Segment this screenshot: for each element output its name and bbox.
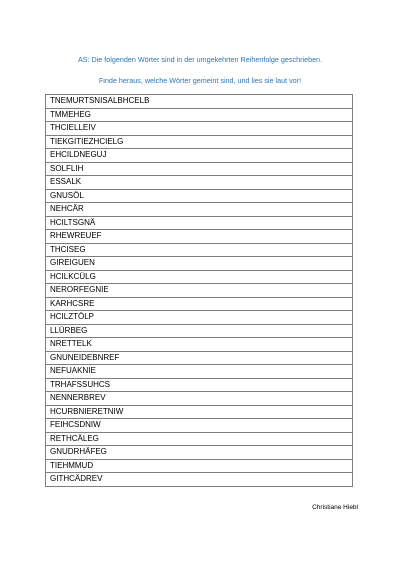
reversed-word-cell: SOLFLIH [46, 162, 353, 176]
table-row [46, 324, 353, 338]
table-row [46, 270, 353, 284]
reversed-word-cell: HCILZTÖLP [46, 311, 353, 325]
table-row [46, 135, 353, 149]
reversed-word-cell: NEFUAKNIE [46, 365, 353, 379]
table-row [46, 284, 353, 298]
reversed-word-cell: HCURBNIERETNIW [46, 405, 353, 419]
reversed-word-cell: NENNERBREV [46, 392, 353, 406]
table-row [46, 216, 353, 230]
reversed-word-cell: LLÜRBEG [46, 324, 353, 338]
table-row [46, 419, 353, 433]
table-row [46, 162, 353, 176]
reversed-word-cell: THCIELLEIV [46, 122, 353, 136]
table-row [46, 392, 353, 406]
table-row [46, 149, 353, 163]
table-row [46, 351, 353, 365]
reversed-word-cell: GNUNEIDEBNREF [46, 351, 353, 365]
table-row [46, 297, 353, 311]
author-credit: Christiane Hiebl [312, 504, 358, 511]
reversed-words-table [45, 94, 353, 487]
table-row [46, 243, 353, 257]
table-row [46, 446, 353, 460]
reversed-word-cell: TIEHMMUD [46, 459, 353, 473]
reversed-word-cell: EHCILDNEGUJ [46, 149, 353, 163]
reversed-word-cell: THCISEG [46, 243, 353, 257]
reversed-word-cell: RHEWREUEF [46, 230, 353, 244]
table-row [46, 122, 353, 136]
table-row [46, 338, 353, 352]
table-row [46, 203, 353, 217]
table-row [46, 459, 353, 473]
reversed-word-cell: NEHCÄR [46, 203, 353, 217]
reversed-word-cell: ESSALK [46, 176, 353, 190]
table-row [46, 230, 353, 244]
instruction-line-2: Finde heraus, welche Wörter gemeint sind, und lies sie laut vor! [98, 76, 302, 85]
table-row [46, 176, 353, 190]
table-row [46, 473, 353, 487]
table-row [46, 311, 353, 325]
reversed-word-cell: TNEMURTSNISALBHCELB [46, 95, 353, 109]
table-row [46, 378, 353, 392]
reversed-word-cell: GNUDRHÄFEG [46, 446, 353, 460]
word-table-body [46, 95, 353, 487]
reversed-word-cell: TIEKGITIEZHCIELG [46, 135, 353, 149]
table-row [46, 365, 353, 379]
reversed-word-cell: GNUSÖL [46, 189, 353, 203]
table-row [46, 432, 353, 446]
table-row [46, 108, 353, 122]
reversed-word-cell: FEIHCSDNIW [46, 419, 353, 433]
table-row [46, 95, 353, 109]
reversed-word-cell: NRETTELK [46, 338, 353, 352]
reversed-word-cell: KARHCSRE [46, 297, 353, 311]
table-row [46, 405, 353, 419]
reversed-word-cell: HCILKCÜLG [46, 270, 353, 284]
reversed-word-cell: TMMEHEG [46, 108, 353, 122]
table-row [46, 257, 353, 271]
reversed-word-cell: GIREIGUEN [46, 257, 353, 271]
reversed-word-cell: TRHAFSSUHCS [46, 378, 353, 392]
table-row [46, 189, 353, 203]
reversed-word-cell: HCILTSGNÄ [46, 216, 353, 230]
reversed-word-cell: NERORFEGNIE [46, 284, 353, 298]
reversed-word-cell: GITHCÄDREV [46, 473, 353, 487]
reversed-word-cell: RETHCÄLEG [46, 432, 353, 446]
instruction-line-1: AS: Die folgenden Wörter sind in der umgekehrten Reihenfolge geschrieben. [77, 55, 323, 64]
